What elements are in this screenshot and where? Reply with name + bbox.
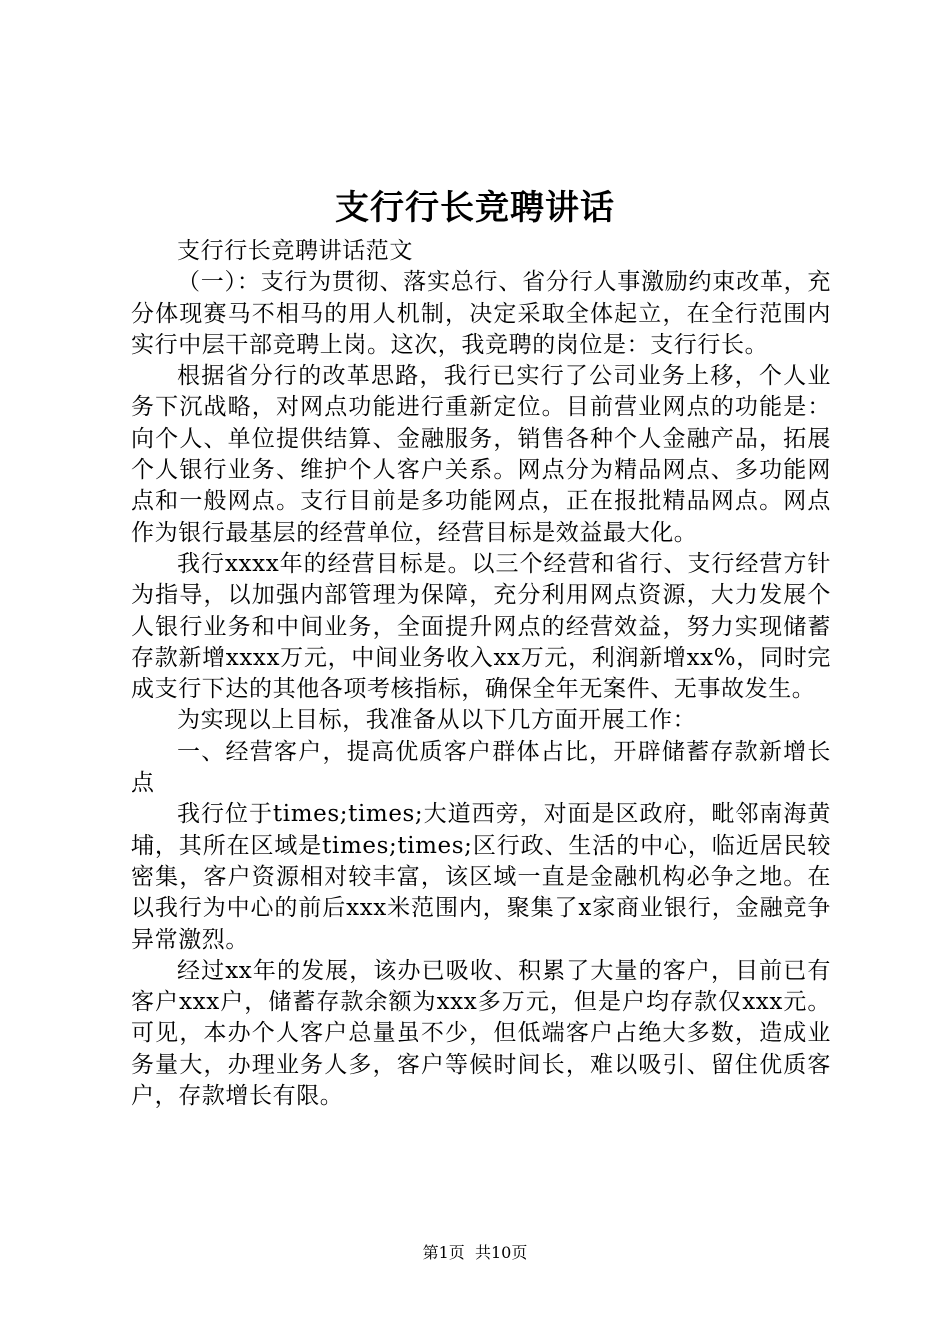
- page-title: 支行行长竞聘讲话: [335, 188, 615, 228]
- paragraph: 支行行长竞聘讲话范文: [177, 238, 413, 264]
- page-footer: [0, 1242, 950, 1264]
- paragraph: 为实现以上目标，我准备从以下几方面开展工作：: [177, 707, 697, 734]
- document-body: [131, 236, 831, 1112]
- paragraph: 我行xxxx年的经营目标是。以三个经营和省行、支行经营方针为指导，以加强内部管理为保障，充分利用网点资源，大力发展个人银行业务和中间业务，全面提升网点的经营效益，努力实现储蓄存款新增xxxx万元，中间业务收入xx万元，利润新增xx%，同时完成支行下达的其他各项考核指标，确保全年无案件、无事故发生。: [131, 550, 831, 703]
- section-heading: 一、经营客户，提高优质客户群体占比，开辟储蓄存款新增长点: [131, 738, 831, 797]
- page-number: 第1页: [422, 1243, 465, 1262]
- page-total: 共10页: [474, 1243, 528, 1262]
- paragraph: 我行位于times;times;大道西旁，对面是区政府，毗邻南海黄埔，其所在区域是times;times;区行政、生活的中心，临近居民较密集，客户资源相对较丰富，该区域一直是金融机构必争之地。在以我行为中心的前后xxx米范围内，聚集了x家商业银行，金融竞争异常激烈。: [131, 801, 831, 953]
- paragraph: （一）：支行为贯彻、落实总行、省分行人事激励约束改革，充分体现赛马不相马的用人机制，决定采取全体起立，在全行范围内实行中层干部竞聘上岗。这次，我竞聘的岗位是：支行行长。: [131, 269, 831, 358]
- footer-gap: [465, 1243, 475, 1262]
- paragraph: 经过xx年的发展，该办已吸收、积累了大量的客户，目前已有客户xxx户，储蓄存款余额为xxx多万元，但是户均存款仅xxx元。可见，本办个人客户总量虽不少，但低端客户占绝大多数，造成业务量大，办理业务人多，客户等候时间长，难以吸引、留住优质客户，存款增长有限。: [131, 957, 831, 1110]
- paragraph: 根据省分行的改革思路，我行已实行了公司业务上移，个人业务下沉战略，对网点功能进行重新定位。目前营业网点的功能是：向个人、单位提供结算、金融服务，销售各种个人金融产品，拓展个人银行业务、维护个人客户关系。网点分为精品网点、多功能网点和一般网点。支行目前是多功能网点，正在报批精品网点。网点作为银行最基层的经营单位，经营目标是效益最大化。: [131, 363, 831, 546]
